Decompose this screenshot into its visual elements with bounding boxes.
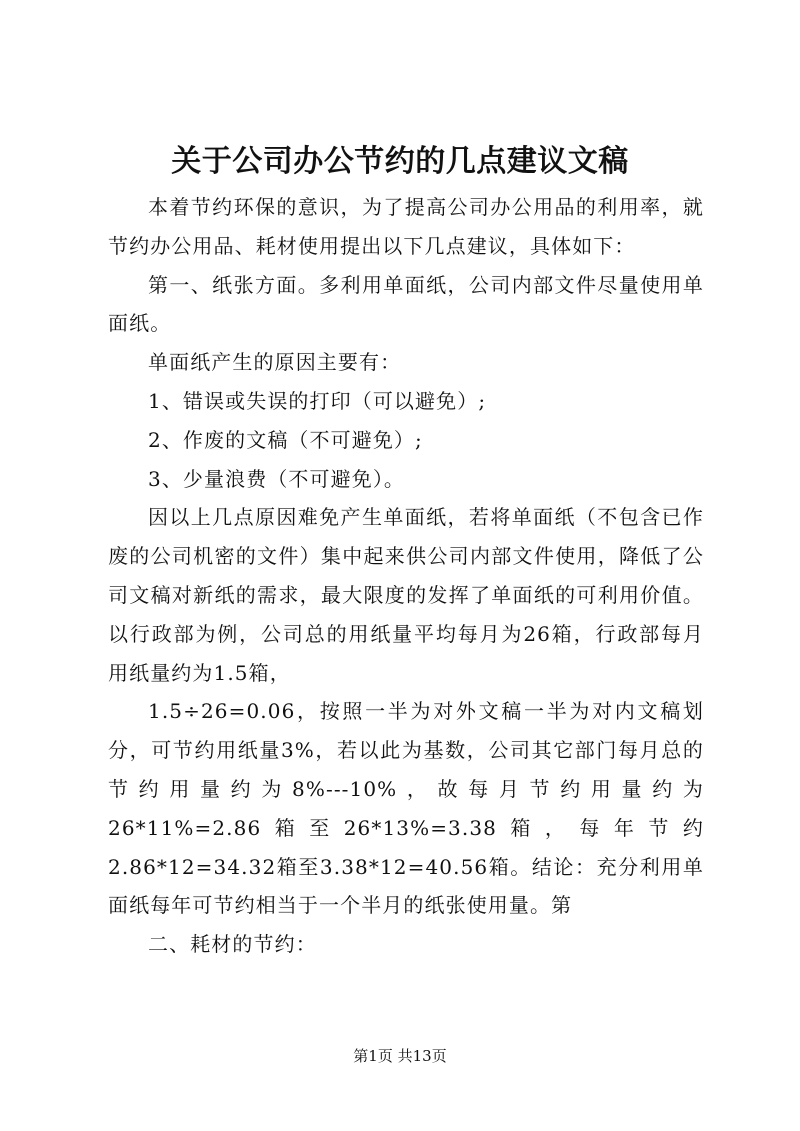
paragraph-intro: 本着节约环保的意识，为了提高公司办公用品的利用率，就节约办公用品、耗材使用提出以下几点建议，具体如下：: [108, 195, 704, 258]
document-title: 关于公司办公节约的几点建议文稿: [171, 144, 629, 179]
paragraph-analysis: 因以上几点原因难免产生单面纸，若将单面纸（不包含已作废的公司机密的文件）集中起来供公司内部文件使用，降低了公司文稿对新纸的需求，最大限度的发挥了单面纸的可利用价值。以行政部为例，公司总的用纸量平均每月为26箱，行政部每月用纸量约为1.5箱，: [108, 505, 704, 685]
list-item-cause-2: 2、作废的文稿（不可避免）;: [148, 427, 423, 452]
document-body: [108, 188, 704, 964]
paragraph-section-consumables: 二、耗材的节约：: [148, 932, 317, 957]
paragraph-calculation: 1.5÷26=0.06，按照一半为对外文稿一半为对内文稿划分，可节约用纸量3%，若以此为基数，公司其它部门每月总的节约用量约为8%---10%，故每月节约用量约为26*11%=2.86箱至26*13%=3.38箱，每年节约2.86*12=34.32箱至3.38*12=40.56箱。结论：充分利用单面纸每年可节约相当于一个半月的纸张使用量。第: [108, 699, 704, 918]
paragraph-section-paper: 第一、纸张方面。多利用单面纸，公司内部文件尽量使用单面纸。: [108, 272, 704, 336]
paragraph-causes-heading: 单面纸产生的原因主要有：: [148, 350, 402, 375]
page-number: 第1页 共13页: [353, 1047, 447, 1065]
list-item-cause-1: 1、错误或失误的打印（可以避免）;: [148, 388, 487, 413]
list-item-cause-3: 3、少量浪费（不可避免）。: [148, 466, 406, 491]
